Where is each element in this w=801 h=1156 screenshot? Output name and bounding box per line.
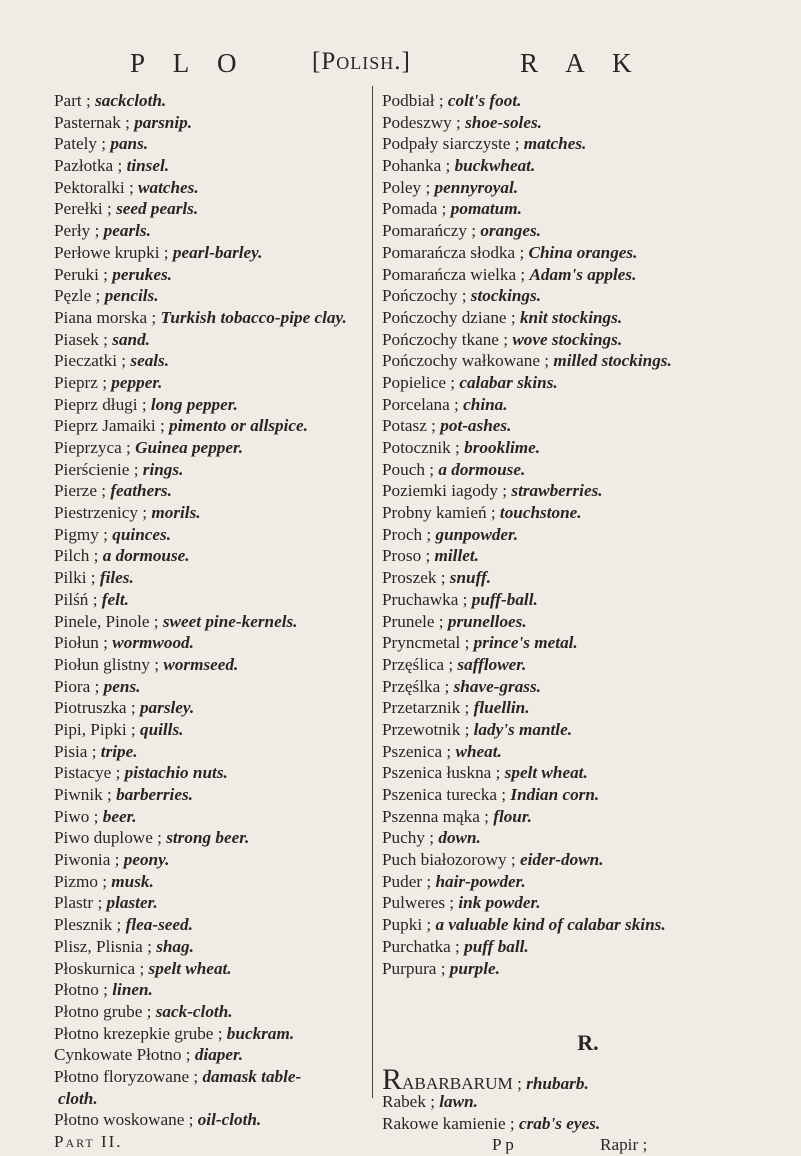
polish-term: Plisz, Plisnia ;: [54, 936, 152, 956]
english-translation: pot-ashes.: [440, 416, 512, 436]
dictionary-entry: [54, 198, 366, 220]
dictionary-entry: [382, 177, 794, 199]
dictionary-entry: [54, 90, 366, 112]
polish-term: Potocznik ;: [382, 438, 460, 457]
english-translation: stockings.: [470, 286, 541, 306]
dictionary-entry: [382, 697, 794, 719]
polish-term: Pierze ;: [54, 481, 107, 501]
dictionary-entry: [382, 914, 794, 936]
english-translation: purple.: [449, 958, 500, 978]
polish-term: Pieprzyca ;: [54, 438, 131, 457]
dictionary-entry: [382, 90, 794, 112]
dictionary-entry: [54, 589, 366, 611]
english-translation: long pepper.: [150, 394, 238, 414]
section-letter: R.: [577, 1030, 599, 1056]
dictionary-entry: [382, 611, 794, 633]
dictionary-entry: [54, 307, 366, 329]
english-translation: a valuable kind of calabar skins.: [435, 915, 666, 935]
english-translation: peony.: [123, 850, 170, 870]
dictionary-entry: [54, 264, 366, 286]
english-translation: milled stockings.: [553, 351, 672, 371]
polish-term: Pouch ;: [382, 459, 435, 479]
polish-term: Piołun ;: [54, 633, 108, 653]
polish-term: Płotno woskowane ;: [54, 1110, 194, 1130]
polish-term: Piwo ;: [54, 806, 99, 826]
dictionary-entry: [382, 372, 794, 394]
dictionary-entry: [54, 1109, 366, 1131]
left-column: [54, 90, 366, 1153]
dictionary-entry: [382, 437, 794, 459]
dictionary-entry: [382, 285, 794, 307]
polish-term: Purchatka ;: [382, 936, 460, 956]
dictionary-entry: [54, 741, 366, 763]
dictionary-entry: [382, 849, 794, 871]
polish-term: Pomada ;: [382, 199, 447, 219]
english-translation: prince's metal.: [473, 633, 578, 653]
english-translation: beer.: [102, 806, 137, 826]
english-translation: puff ball.: [464, 936, 529, 956]
polish-term: Popielice ;: [382, 372, 456, 392]
english-translation: hair-powder.: [435, 871, 526, 891]
dictionary-entry: [54, 133, 366, 155]
english-translation: files.: [99, 568, 134, 588]
dictionary-entry: [382, 1063, 794, 1097]
polish-term: Pszenna mąka ;: [382, 806, 489, 826]
dictionary-entry: [382, 394, 794, 416]
polish-term: Pilki ;: [54, 568, 96, 588]
dictionary-entry: [54, 784, 366, 806]
english-translation: wormwood.: [112, 633, 194, 653]
polish-term: Pszenica turecka ;: [382, 785, 507, 804]
english-translation: millet.: [434, 546, 479, 566]
english-translation: wove stockings.: [512, 329, 623, 349]
english-translation: Adam's apples.: [529, 264, 637, 284]
polish-term: Pruchawka ;: [382, 589, 468, 609]
polish-term: Piołun glistny ;: [54, 654, 160, 674]
dictionary-entry: [382, 719, 794, 741]
dictionary-entry: [54, 611, 366, 633]
dictionary-entry: [54, 372, 366, 394]
header-left: P L O: [130, 48, 248, 78]
dictionary-entry: [382, 329, 794, 351]
english-translation: pearls.: [103, 221, 151, 241]
polish-term: Porcelana ;: [382, 394, 459, 414]
english-translation: quills.: [139, 719, 184, 739]
english-translation: knit stockings.: [519, 307, 623, 327]
dictionary-entry: [54, 936, 366, 958]
polish-term: Pęzle ;: [54, 286, 101, 306]
polish-term: Cynkowate Płotno ;: [54, 1045, 191, 1065]
polish-term: Pisia ;: [54, 741, 97, 761]
polish-term: Piwonia ;: [54, 850, 120, 870]
english-translation: morils.: [151, 503, 201, 523]
dictionary-entry: [54, 632, 366, 654]
dictionary-entry: [382, 545, 794, 567]
polish-term: Piwnik ;: [54, 785, 112, 804]
english-translation: a dormouse.: [102, 546, 190, 566]
polish-term: Płoskurnica ;: [54, 958, 145, 978]
english-translation: pencils.: [104, 286, 159, 306]
dictionary-entry: [54, 350, 366, 372]
dictionary-entry: [382, 415, 794, 437]
english-translation: watches.: [138, 177, 199, 197]
dictionary-entry: [54, 1023, 366, 1045]
polish-term: Pieprz ;: [54, 372, 107, 392]
dictionary-entry: [54, 242, 366, 264]
dictionary-entry: [54, 1001, 366, 1023]
english-translation: shoe-soles.: [465, 112, 542, 132]
english-translation: wormseed.: [163, 654, 239, 674]
page-footer: [382, 1134, 794, 1156]
dictionary-entry: [382, 784, 794, 806]
polish-term: Piasek ;: [54, 329, 108, 349]
dictionary-entry: [54, 979, 366, 1001]
polish-term: Plastr ;: [54, 893, 103, 913]
dictionary-entry: [54, 329, 366, 351]
english-translation: spelt wheat.: [148, 958, 232, 978]
dictionary-entry: [54, 654, 366, 676]
polish-term: Przewotnik ;: [382, 719, 470, 739]
dictionary-entry: [382, 762, 794, 784]
english-translation: flour.: [493, 806, 532, 826]
polish-term: Pomarańczy ;: [382, 221, 477, 241]
polish-term: Pieprz długi ;: [54, 394, 147, 414]
dictionary-entry: [382, 654, 794, 676]
english-translation: calabar skins.: [459, 372, 558, 392]
polish-term: Proso ;: [382, 546, 431, 566]
polish-term: Rakowe kamienie ;: [382, 1113, 515, 1133]
polish-term: Piana morska ;: [54, 307, 157, 327]
polish-term: Płotno grube ;: [54, 1001, 152, 1021]
footer-part-label: Part II.: [54, 1132, 123, 1151]
english-translation: safflower.: [457, 654, 527, 674]
dictionary-entry: [382, 567, 794, 589]
polish-term: ABARBARUM ;: [402, 1074, 522, 1094]
polish-term: Perły ;: [54, 221, 100, 241]
english-translation: tinsel.: [126, 156, 170, 176]
dictionary-entry: [54, 1066, 366, 1088]
english-translation: pepper.: [111, 372, 163, 392]
english-translation: lawn.: [439, 1091, 478, 1111]
english-translation: shag.: [156, 936, 194, 956]
english-translation: Indian corn.: [510, 785, 600, 804]
english-translation: crab's eyes.: [518, 1113, 601, 1133]
dictionary-entry: [54, 958, 366, 980]
polish-term: Pupki ;: [382, 915, 432, 935]
dictionary-entry: [54, 459, 366, 481]
polish-term: Płotno floryzowane ;: [54, 1066, 199, 1086]
dictionary-entry: [382, 589, 794, 611]
polish-term: Podbiał ;: [382, 91, 444, 110]
polish-term: Przęślka ;: [382, 676, 450, 696]
dictionary-entry: [54, 220, 366, 242]
english-translation: pens.: [103, 676, 141, 696]
dictionary-entry: [54, 545, 366, 567]
polish-term: Puchy ;: [382, 828, 435, 848]
dictionary-entry: [382, 1113, 794, 1135]
dictionary-entry: [382, 350, 794, 372]
polish-term: Poziemki iagody ;: [382, 481, 508, 501]
polish-term: Podpały siarczyste ;: [382, 134, 520, 154]
dictionary-entry: [382, 155, 794, 177]
polish-term: Piwo duplowe ;: [54, 828, 162, 848]
dictionary-entry: [54, 502, 366, 524]
english-translation: down.: [438, 828, 481, 848]
dictionary-entry: [54, 914, 366, 936]
dictionary-entry: [382, 112, 794, 134]
english-translation: pearl-barley.: [172, 242, 263, 262]
polish-term: Pomarańcza wielka ;: [382, 264, 526, 284]
english-translation: strong beer.: [166, 828, 250, 848]
right-column: [382, 90, 794, 1156]
english-translation: prunelloes.: [447, 611, 527, 631]
english-translation: rhubarb.: [526, 1074, 589, 1094]
polish-term: Pończochy dziane ;: [382, 307, 516, 327]
english-translation: pennyroyal.: [434, 177, 519, 197]
dictionary-entry: [54, 697, 366, 719]
dictionary-entry: [54, 1044, 366, 1066]
dictionary-entry: [382, 936, 794, 958]
dictionary-entry: [54, 676, 366, 698]
dictionary-entry: [382, 307, 794, 329]
dictionary-entry: [382, 676, 794, 698]
polish-term: Part ;: [54, 91, 91, 110]
english-translation: plaster.: [106, 893, 158, 913]
polish-term: Pilśń ;: [54, 589, 98, 609]
english-translation: buckwheat.: [454, 156, 536, 176]
english-translation: oil-cloth.: [197, 1110, 262, 1130]
polish-term: Pomarańcza słodka ;: [382, 242, 525, 262]
english-translation: pomatum.: [450, 199, 522, 219]
polish-term: Pately ;: [54, 134, 107, 154]
polish-term: Płotno ;: [54, 980, 108, 1000]
dictionary-entry: [54, 112, 366, 134]
english-translation: strawberries.: [511, 481, 603, 501]
polish-term: Pierścienie ;: [54, 459, 139, 479]
dictionary-entry: [382, 741, 794, 763]
english-translation: musk.: [111, 871, 154, 891]
english-translation: a dormouse.: [438, 459, 526, 479]
dictionary-entry: [382, 242, 794, 264]
signature-mark: P p: [492, 1135, 514, 1155]
dictionary-entry: [382, 133, 794, 155]
english-translation: pistachio nuts.: [124, 763, 228, 783]
dictionary-entry: [382, 632, 794, 654]
english-translation: colt's foot.: [447, 91, 522, 110]
english-translation: ink powder.: [458, 893, 541, 913]
english-translation: seed pearls.: [116, 199, 199, 219]
polish-term: Pohanka ;: [382, 156, 451, 176]
dictionary-entry: [382, 524, 794, 546]
english-translation: eider-down.: [519, 850, 604, 870]
dictionary-entry: [54, 480, 366, 502]
english-translation: Turkish tobacco-pipe clay.: [160, 307, 347, 327]
english-translation: cloth.: [58, 1088, 98, 1108]
dictionary-entry: [54, 762, 366, 784]
polish-term: Proch ;: [382, 524, 432, 544]
english-translation: Guinea pepper.: [135, 438, 244, 457]
english-translation: China oranges.: [528, 242, 638, 262]
english-translation: gunpowder.: [435, 524, 519, 544]
polish-term: Pistacye ;: [54, 763, 121, 783]
polish-term: Pigmy ;: [54, 524, 108, 544]
polish-term: Proszek ;: [382, 568, 446, 588]
english-translation: touchstone.: [499, 503, 582, 523]
english-translation: china.: [463, 394, 508, 414]
english-translation: oranges.: [480, 221, 541, 241]
english-translation: parsnip.: [134, 112, 192, 132]
dictionary-entry: [382, 480, 794, 502]
polish-term: Pazłotka ;: [54, 156, 123, 176]
polish-term: Pieczatki ;: [54, 351, 127, 371]
english-translation: lady's mantle.: [473, 719, 573, 739]
dictionary-entry: [54, 892, 366, 914]
dictionary-entry: [54, 1088, 366, 1110]
english-translation: seals.: [130, 351, 170, 371]
polish-term: Pończochy ;: [382, 286, 467, 306]
english-translation: damask table-: [202, 1066, 302, 1086]
english-translation: brooklime.: [464, 438, 541, 457]
polish-term: Pizmo ;: [54, 871, 107, 891]
english-translation: feathers.: [110, 481, 172, 501]
header-right: R A K: [520, 48, 643, 78]
catchword: Rapir ;: [600, 1135, 648, 1155]
english-translation: rings.: [142, 459, 184, 479]
english-translation: sweet pine-kernels.: [162, 611, 298, 631]
dictionary-entry: [382, 459, 794, 481]
english-translation: linen.: [112, 980, 153, 1000]
polish-term: Purpura ;: [382, 958, 446, 978]
english-translation: diaper.: [194, 1045, 244, 1065]
polish-term: Peruki ;: [54, 264, 108, 284]
dictionary-entry: [54, 394, 366, 416]
english-translation: sack-cloth.: [155, 1001, 233, 1021]
english-translation: buckram.: [226, 1023, 295, 1043]
english-translation: tripe.: [100, 741, 138, 761]
polish-term: Pszenica łuskna ;: [382, 763, 501, 783]
english-translation: matches.: [523, 134, 587, 154]
polish-term: Piora ;: [54, 676, 100, 696]
polish-term: Rabek ;: [382, 1091, 435, 1111]
dictionary-entry: [54, 849, 366, 871]
polish-term: Puder ;: [382, 871, 432, 891]
dictionary-entry: [54, 177, 366, 199]
dictionary-entry: [54, 285, 366, 307]
polish-term: Pulweres ;: [382, 893, 455, 913]
polish-term: Pasternak ;: [54, 112, 130, 132]
polish-term: Puch białozorowy ;: [382, 850, 516, 870]
english-translation: fluellin.: [473, 698, 530, 718]
polish-term: Pszenica ;: [382, 741, 452, 761]
english-translation: snuff.: [449, 568, 492, 588]
polish-term: Plesznik ;: [54, 915, 122, 935]
english-translation: barberries.: [116, 785, 193, 804]
polish-term: Pilch ;: [54, 546, 99, 566]
english-translation: flea-seed.: [125, 915, 193, 935]
header-center: [Polish.]: [312, 48, 411, 75]
polish-term: Perełki ;: [54, 199, 112, 219]
english-translation: parsley.: [139, 698, 195, 718]
dictionary-entry: [382, 198, 794, 220]
dictionary-entry: [382, 871, 794, 893]
dictionary-entry: [382, 806, 794, 828]
polish-term: Podeszwy ;: [382, 112, 461, 132]
polish-term: Przetarznik ;: [382, 698, 470, 718]
page-header: [0, 48, 801, 84]
english-translation: pimento or allspice.: [169, 416, 308, 436]
dictionary-entry: [54, 719, 366, 741]
polish-term: Piotruszka ;: [54, 698, 136, 718]
dictionary-entry: [54, 524, 366, 546]
dictionary-entry: [54, 567, 366, 589]
polish-term: Perłowe krupki ;: [54, 242, 169, 262]
polish-term: Przęślica ;: [382, 654, 454, 674]
english-translation: spelt wheat.: [504, 763, 588, 783]
dictionary-entry: [54, 806, 366, 828]
column-divider: [372, 86, 373, 1098]
dictionary-entry: [54, 415, 366, 437]
polish-term: Piestrzenicy ;: [54, 503, 148, 523]
english-translation: quinces.: [112, 524, 171, 544]
dictionary-entry: [382, 502, 794, 524]
english-translation: wheat.: [455, 741, 502, 761]
drop-capital: R: [382, 1063, 403, 1097]
polish-term: Pektoralki ;: [54, 177, 134, 197]
polish-term: Poley ;: [382, 177, 431, 197]
polish-term: Pończochy tkane ;: [382, 329, 509, 349]
polish-term: Prunele ;: [382, 611, 444, 631]
english-translation: perukes.: [112, 264, 172, 284]
dictionary-entry: [382, 892, 794, 914]
english-translation: sand.: [112, 329, 150, 349]
polish-term: Pończochy wałkowane ;: [382, 351, 550, 371]
dictionary-entry: [54, 437, 366, 459]
english-translation: felt.: [101, 589, 129, 609]
english-translation: puff-ball.: [471, 589, 538, 609]
english-translation: sackcloth.: [95, 91, 167, 110]
dictionary-entry: [54, 155, 366, 177]
polish-term: Pryncmetal ;: [382, 633, 470, 653]
dictionary-entry: [382, 958, 794, 980]
polish-term: Pieprz Jamaiki ;: [54, 416, 165, 436]
polish-term: Pinele, Pinole ;: [54, 611, 159, 631]
english-translation: shave-grass.: [453, 676, 541, 696]
dictionary-entry: [382, 264, 794, 286]
polish-term: Płotno krezepkie grube ;: [54, 1023, 223, 1043]
english-translation: pans.: [110, 134, 149, 154]
dictionary-entry: [382, 827, 794, 849]
polish-term: Pipi, Pipki ;: [54, 719, 136, 739]
polish-term: Probny kamień ;: [382, 503, 496, 523]
dictionary-entry: [54, 827, 366, 849]
polish-term: Potasz ;: [382, 416, 436, 436]
dictionary-entry: [382, 220, 794, 242]
dictionary-entry: [382, 1091, 794, 1113]
dictionary-entry: [54, 871, 366, 893]
